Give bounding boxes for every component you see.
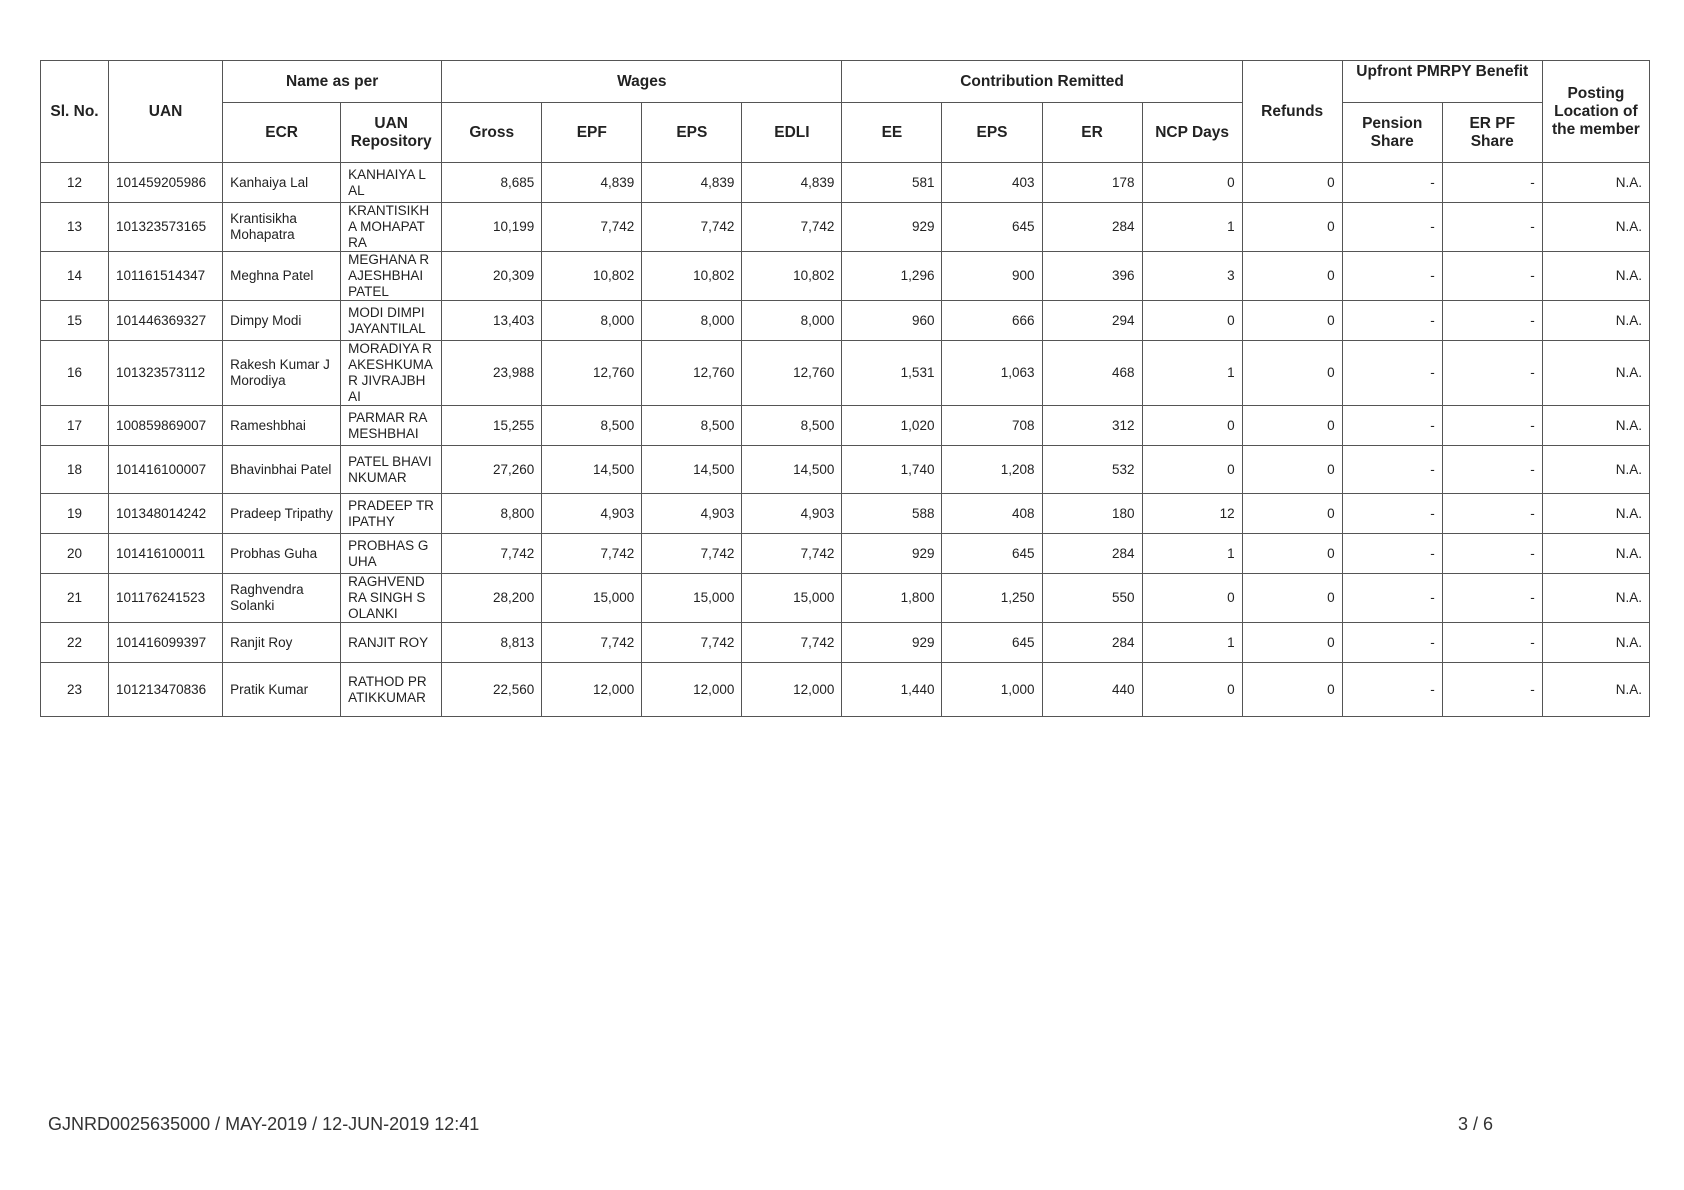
cell-posting-location: N.A. xyxy=(1542,406,1649,446)
table-row xyxy=(41,663,1650,717)
footer-establishment-info: GJNRD0025635000 / MAY-2019 / 12-JUN-2019 12:41 xyxy=(48,1114,480,1134)
cell-ncp-days: 1 xyxy=(1142,341,1242,406)
cell-gross: 23,988 xyxy=(442,341,542,406)
cell-eps: 7,742 xyxy=(642,623,742,663)
ecr-table xyxy=(40,60,1650,717)
cell-ee: 929 xyxy=(842,203,942,252)
cell-repository-name: PARMAR RAMESHBHAI xyxy=(341,406,442,446)
cell-gross: 15,255 xyxy=(442,406,542,446)
cell-refunds: 0 xyxy=(1242,494,1342,534)
cell-refunds: 0 xyxy=(1242,663,1342,717)
cell-eps-contribution: 645 xyxy=(942,623,1042,663)
cell-gross: 13,403 xyxy=(442,301,542,341)
cell-eps: 10,802 xyxy=(642,252,742,301)
cell-pension-share: - xyxy=(1342,301,1442,341)
cell-sl-no: 14 xyxy=(41,252,109,301)
header-uan-repository: UAN Repository xyxy=(341,103,442,163)
table-row xyxy=(41,163,1650,203)
cell-refunds: 0 xyxy=(1242,163,1342,203)
header-ee: EE xyxy=(842,103,942,163)
cell-er: 284 xyxy=(1042,623,1142,663)
cell-ee: 1,800 xyxy=(842,574,942,623)
cell-ee: 960 xyxy=(842,301,942,341)
cell-epf: 7,742 xyxy=(542,203,642,252)
header-name-as-per: Name as per xyxy=(223,61,442,103)
cell-eps-contribution: 1,000 xyxy=(942,663,1042,717)
cell-sl-no: 21 xyxy=(41,574,109,623)
cell-eps-contribution: 645 xyxy=(942,534,1042,574)
cell-pension-share: - xyxy=(1342,663,1442,717)
cell-repository-name: MORADIYA RAKESHKUMAR JIVRAJBHAI xyxy=(341,341,442,406)
header-contribution-remitted: Contribution Remitted xyxy=(842,61,1242,103)
cell-posting-location: N.A. xyxy=(1542,623,1649,663)
cell-er-pf-share: - xyxy=(1442,252,1542,301)
cell-epf: 4,839 xyxy=(542,163,642,203)
cell-sl-no: 22 xyxy=(41,623,109,663)
cell-uan: 101161514347 xyxy=(109,252,223,301)
table-row xyxy=(41,203,1650,252)
cell-sl-no: 13 xyxy=(41,203,109,252)
cell-pension-share: - xyxy=(1342,534,1442,574)
cell-ee: 929 xyxy=(842,534,942,574)
cell-pension-share: - xyxy=(1342,446,1442,494)
cell-sl-no: 23 xyxy=(41,663,109,717)
cell-ncp-days: 0 xyxy=(1142,301,1242,341)
cell-epf: 10,802 xyxy=(542,252,642,301)
cell-repository-name: KRANTISIKHA MOHAPATRA xyxy=(341,203,442,252)
cell-epf: 12,760 xyxy=(542,341,642,406)
cell-er: 284 xyxy=(1042,534,1142,574)
cell-er: 312 xyxy=(1042,406,1142,446)
cell-ecr-name: Pratik Kumar xyxy=(223,663,341,717)
cell-ee: 1,020 xyxy=(842,406,942,446)
cell-eps: 14,500 xyxy=(642,446,742,494)
cell-repository-name: KANHAIYA LAL xyxy=(341,163,442,203)
cell-ncp-days: 3 xyxy=(1142,252,1242,301)
cell-edli: 12,000 xyxy=(742,663,842,717)
cell-ee: 1,740 xyxy=(842,446,942,494)
page-number: 3 / 6 xyxy=(1458,1114,1494,1134)
header-epf: EPF xyxy=(542,103,642,163)
cell-refunds: 0 xyxy=(1242,623,1342,663)
cell-uan: 101323573112 xyxy=(109,341,223,406)
cell-repository-name: RAGHVENDRA SINGH SOLANKI xyxy=(341,574,442,623)
cell-sl-no: 12 xyxy=(41,163,109,203)
cell-edli: 7,742 xyxy=(742,623,842,663)
cell-ee: 1,440 xyxy=(842,663,942,717)
header-eps-contribution: EPS xyxy=(942,103,1042,163)
cell-eps-contribution: 666 xyxy=(942,301,1042,341)
cell-er-pf-share: - xyxy=(1442,203,1542,252)
cell-er: 178 xyxy=(1042,163,1142,203)
header-gross: Gross xyxy=(442,103,542,163)
cell-posting-location: N.A. xyxy=(1542,341,1649,406)
cell-gross: 8,685 xyxy=(442,163,542,203)
cell-edli: 10,802 xyxy=(742,252,842,301)
table-row xyxy=(41,494,1650,534)
cell-ecr-name: Dimpy Modi xyxy=(223,301,341,341)
cell-epf: 8,000 xyxy=(542,301,642,341)
table-row xyxy=(41,301,1650,341)
cell-sl-no: 17 xyxy=(41,406,109,446)
cell-er: 180 xyxy=(1042,494,1142,534)
header-er: ER xyxy=(1042,103,1142,163)
cell-eps: 12,760 xyxy=(642,341,742,406)
cell-ecr-name: Pradeep Tripathy xyxy=(223,494,341,534)
cell-eps-contribution: 408 xyxy=(942,494,1042,534)
table-row xyxy=(41,623,1650,663)
cell-ecr-name: Bhavinbhai Patel xyxy=(223,446,341,494)
cell-gross: 8,813 xyxy=(442,623,542,663)
header-sl-no: Sl. No. xyxy=(41,61,109,163)
cell-edli: 14,500 xyxy=(742,446,842,494)
cell-eps: 8,500 xyxy=(642,406,742,446)
cell-pension-share: - xyxy=(1342,406,1442,446)
cell-er-pf-share: - xyxy=(1442,406,1542,446)
cell-er-pf-share: - xyxy=(1442,446,1542,494)
cell-ncp-days: 1 xyxy=(1142,623,1242,663)
header-posting-location: Posting Location of the member xyxy=(1542,61,1649,163)
cell-gross: 22,560 xyxy=(442,663,542,717)
cell-pension-share: - xyxy=(1342,623,1442,663)
cell-pension-share: - xyxy=(1342,494,1442,534)
cell-edli: 7,742 xyxy=(742,203,842,252)
cell-ecr-name: Krantisikha Mohapatra xyxy=(223,203,341,252)
header-refunds: Refunds xyxy=(1242,61,1342,163)
cell-er-pf-share: - xyxy=(1442,341,1542,406)
cell-ecr-name: Meghna Patel xyxy=(223,252,341,301)
cell-eps-contribution: 403 xyxy=(942,163,1042,203)
cell-ecr-name: Rameshbhai xyxy=(223,406,341,446)
cell-sl-no: 20 xyxy=(41,534,109,574)
cell-gross: 7,742 xyxy=(442,534,542,574)
cell-uan: 101323573165 xyxy=(109,203,223,252)
cell-ecr-name: Raghvendra Solanki xyxy=(223,574,341,623)
cell-posting-location: N.A. xyxy=(1542,663,1649,717)
table-row xyxy=(41,252,1650,301)
cell-ecr-name: Probhas Guha xyxy=(223,534,341,574)
cell-epf: 14,500 xyxy=(542,446,642,494)
cell-ee: 1,296 xyxy=(842,252,942,301)
cell-er: 294 xyxy=(1042,301,1142,341)
cell-ecr-name: Ranjit Roy xyxy=(223,623,341,663)
cell-repository-name: MEGHANA RAJESHBHAI PATEL xyxy=(341,252,442,301)
cell-refunds: 0 xyxy=(1242,534,1342,574)
cell-gross: 28,200 xyxy=(442,574,542,623)
cell-edli: 4,903 xyxy=(742,494,842,534)
cell-repository-name: RATHOD PRATIKKUMAR xyxy=(341,663,442,717)
cell-er: 532 xyxy=(1042,446,1142,494)
cell-epf: 7,742 xyxy=(542,534,642,574)
cell-sl-no: 18 xyxy=(41,446,109,494)
cell-uan: 101176241523 xyxy=(109,574,223,623)
cell-pension-share: - xyxy=(1342,252,1442,301)
table-row xyxy=(41,341,1650,406)
cell-eps: 7,742 xyxy=(642,534,742,574)
cell-gross: 27,260 xyxy=(442,446,542,494)
cell-eps: 4,839 xyxy=(642,163,742,203)
cell-eps: 12,000 xyxy=(642,663,742,717)
cell-uan: 101416099397 xyxy=(109,623,223,663)
cell-er: 284 xyxy=(1042,203,1142,252)
cell-ncp-days: 12 xyxy=(1142,494,1242,534)
cell-er-pf-share: - xyxy=(1442,574,1542,623)
cell-ncp-days: 1 xyxy=(1142,203,1242,252)
cell-eps: 4,903 xyxy=(642,494,742,534)
cell-refunds: 0 xyxy=(1242,406,1342,446)
cell-ee: 1,531 xyxy=(842,341,942,406)
cell-posting-location: N.A. xyxy=(1542,494,1649,534)
cell-eps-contribution: 1,250 xyxy=(942,574,1042,623)
cell-eps-contribution: 900 xyxy=(942,252,1042,301)
cell-refunds: 0 xyxy=(1242,301,1342,341)
header-er-pf-share: ER PF Share xyxy=(1442,103,1542,163)
cell-ncp-days: 1 xyxy=(1142,534,1242,574)
cell-er: 440 xyxy=(1042,663,1142,717)
cell-eps-contribution: 1,208 xyxy=(942,446,1042,494)
cell-repository-name: MODI DIMPI JAYANTILAL xyxy=(341,301,442,341)
cell-posting-location: N.A. xyxy=(1542,534,1649,574)
cell-eps: 15,000 xyxy=(642,574,742,623)
cell-uan: 101348014242 xyxy=(109,494,223,534)
header-ecr: ECR xyxy=(223,103,341,163)
cell-repository-name: PROBHAS GUHA xyxy=(341,534,442,574)
cell-repository-name: PRADEEP TRIPATHY xyxy=(341,494,442,534)
cell-ncp-days: 0 xyxy=(1142,663,1242,717)
cell-refunds: 0 xyxy=(1242,203,1342,252)
cell-repository-name: PATEL BHAVINKUMAR xyxy=(341,446,442,494)
cell-epf: 12,000 xyxy=(542,663,642,717)
cell-epf: 8,500 xyxy=(542,406,642,446)
cell-pension-share: - xyxy=(1342,203,1442,252)
cell-er: 396 xyxy=(1042,252,1142,301)
cell-ee: 588 xyxy=(842,494,942,534)
cell-er-pf-share: - xyxy=(1442,534,1542,574)
cell-pension-share: - xyxy=(1342,341,1442,406)
cell-repository-name: RANJIT ROY xyxy=(341,623,442,663)
header-upfront-pmrpy: Upfront PMRPY Benefit xyxy=(1342,61,1542,103)
cell-pension-share: - xyxy=(1342,163,1442,203)
cell-eps-contribution: 645 xyxy=(942,203,1042,252)
cell-uan: 101459205986 xyxy=(109,163,223,203)
cell-refunds: 0 xyxy=(1242,341,1342,406)
cell-ecr-name: Rakesh Kumar J Morodiya xyxy=(223,341,341,406)
cell-sl-no: 16 xyxy=(41,341,109,406)
cell-ee: 929 xyxy=(842,623,942,663)
cell-gross: 10,199 xyxy=(442,203,542,252)
cell-er-pf-share: - xyxy=(1442,163,1542,203)
header-pension-share: Pension Share xyxy=(1342,103,1442,163)
cell-sl-no: 19 xyxy=(41,494,109,534)
cell-posting-location: N.A. xyxy=(1542,574,1649,623)
cell-eps: 7,742 xyxy=(642,203,742,252)
header-edli: EDLI xyxy=(742,103,842,163)
cell-uan: 101416100011 xyxy=(109,534,223,574)
cell-posting-location: N.A. xyxy=(1542,252,1649,301)
cell-edli: 7,742 xyxy=(742,534,842,574)
cell-er-pf-share: - xyxy=(1442,663,1542,717)
table-row xyxy=(41,574,1650,623)
cell-eps-contribution: 1,063 xyxy=(942,341,1042,406)
cell-refunds: 0 xyxy=(1242,574,1342,623)
cell-edli: 8,000 xyxy=(742,301,842,341)
cell-uan: 101213470836 xyxy=(109,663,223,717)
cell-ncp-days: 0 xyxy=(1142,574,1242,623)
cell-epf: 15,000 xyxy=(542,574,642,623)
cell-edli: 15,000 xyxy=(742,574,842,623)
table-row xyxy=(41,534,1650,574)
cell-er: 550 xyxy=(1042,574,1142,623)
header-wages: Wages xyxy=(442,61,842,103)
cell-ncp-days: 0 xyxy=(1142,446,1242,494)
cell-edli: 4,839 xyxy=(742,163,842,203)
cell-er-pf-share: - xyxy=(1442,623,1542,663)
table-body xyxy=(41,163,1650,717)
cell-uan: 100859869007 xyxy=(109,406,223,446)
header-uan: UAN xyxy=(109,61,223,163)
header-eps: EPS xyxy=(642,103,742,163)
cell-posting-location: N.A. xyxy=(1542,163,1649,203)
cell-posting-location: N.A. xyxy=(1542,301,1649,341)
cell-er-pf-share: - xyxy=(1442,494,1542,534)
table-row xyxy=(41,406,1650,446)
header-ncp-days: NCP Days xyxy=(1142,103,1242,163)
cell-refunds: 0 xyxy=(1242,446,1342,494)
cell-uan: 101446369327 xyxy=(109,301,223,341)
cell-epf: 7,742 xyxy=(542,623,642,663)
cell-edli: 8,500 xyxy=(742,406,842,446)
cell-eps: 8,000 xyxy=(642,301,742,341)
cell-gross: 8,800 xyxy=(442,494,542,534)
table-row xyxy=(41,446,1650,494)
cell-uan: 101416100007 xyxy=(109,446,223,494)
cell-er-pf-share: - xyxy=(1442,301,1542,341)
cell-posting-location: N.A. xyxy=(1542,446,1649,494)
cell-posting-location: N.A. xyxy=(1542,203,1649,252)
cell-gross: 20,309 xyxy=(442,252,542,301)
cell-ncp-days: 0 xyxy=(1142,163,1242,203)
cell-refunds: 0 xyxy=(1242,252,1342,301)
cell-ncp-days: 0 xyxy=(1142,406,1242,446)
cell-edli: 12,760 xyxy=(742,341,842,406)
cell-eps-contribution: 708 xyxy=(942,406,1042,446)
cell-epf: 4,903 xyxy=(542,494,642,534)
cell-er: 468 xyxy=(1042,341,1142,406)
cell-ecr-name: Kanhaiya Lal xyxy=(223,163,341,203)
cell-sl-no: 15 xyxy=(41,301,109,341)
cell-pension-share: - xyxy=(1342,574,1442,623)
cell-ee: 581 xyxy=(842,163,942,203)
